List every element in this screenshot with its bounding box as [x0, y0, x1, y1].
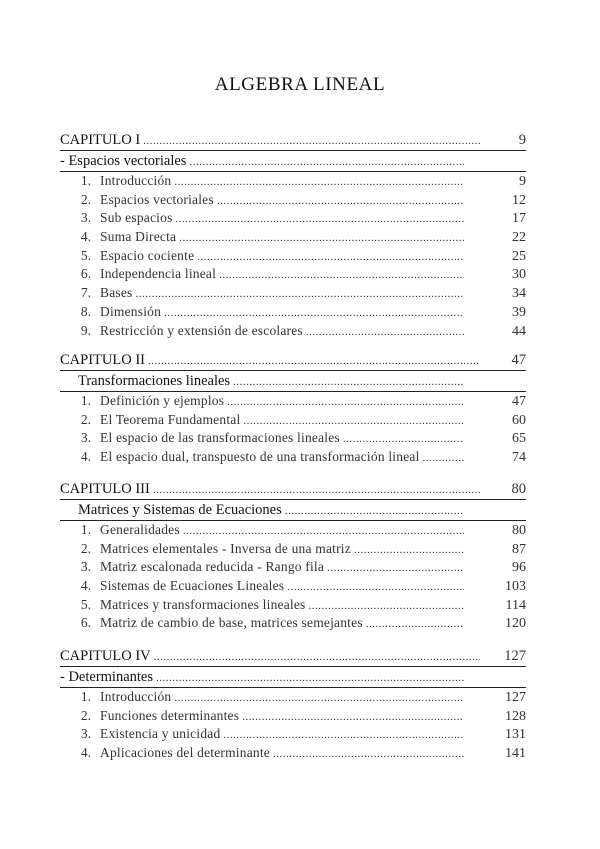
item-page: 87 [512, 541, 526, 557]
toc-item [60, 429, 526, 448]
item-number: 1. [80, 689, 91, 704]
item-number: 2. [80, 707, 91, 723]
chapter-3 [60, 481, 526, 633]
item-page: 103 [505, 579, 526, 595]
item-number: 4. [80, 449, 91, 465]
item-number: 4. [80, 745, 91, 761]
section-label: - Determinantes [60, 669, 154, 685]
toc-item [60, 191, 526, 210]
item-page: 60 [512, 412, 526, 428]
leader-dots [242, 708, 464, 727]
item-page: 96 [512, 560, 526, 576]
leader-dots [179, 229, 464, 248]
toc-item-list [60, 521, 526, 633]
chapter-page: 80 [511, 481, 526, 497]
chapter-page: 47 [511, 352, 526, 368]
item-label: Existencia y unicidad [100, 726, 221, 742]
leader-dots [197, 248, 464, 267]
item-number: 1. [80, 393, 91, 408]
item-number: 6. [80, 266, 91, 282]
item-label: Funciones determinantes [100, 707, 240, 723]
item-label: Matriz escalonada reducida - Rango fila [100, 559, 325, 575]
leader-dots [366, 615, 464, 634]
leader-dots [174, 173, 464, 192]
leader-dots [136, 285, 465, 304]
toc-item [60, 577, 526, 596]
toc-item [60, 247, 526, 266]
item-label: Espacios vectoriales [100, 191, 214, 207]
item-page: 128 [505, 708, 526, 724]
leader-dots [227, 393, 464, 412]
chapter-2 [60, 352, 526, 467]
item-label: Independencia lineal [100, 266, 217, 282]
leader-dots [176, 210, 464, 229]
item-label: Matrices y transformaciones lineales [100, 596, 306, 612]
item-number: 2. [80, 191, 91, 207]
chapter-1 [60, 132, 526, 340]
toc-item [60, 540, 526, 559]
chapter-4 [60, 648, 526, 763]
leader-dots [423, 449, 464, 468]
item-page: 141 [505, 746, 526, 762]
item-number: 4. [80, 229, 91, 245]
item-label: Suma Directa [100, 229, 177, 245]
item-page: 114 [505, 597, 526, 613]
leader-dots [233, 376, 464, 388]
toc-item [60, 448, 526, 467]
leader-dots [217, 192, 464, 211]
item-label: Restricción y extensión de escolares [100, 322, 303, 338]
leader-dots [354, 541, 464, 560]
toc-item [60, 228, 526, 247]
item-label: Generalidades [100, 522, 180, 537]
item-page: 34 [512, 286, 526, 302]
chapter-label: CAPITULO I [60, 132, 141, 148]
item-label: Definición y ejemplos [100, 393, 225, 408]
item-label: Introducción [100, 173, 172, 188]
item-label: Sistemas de Ecuaciones Lineales [100, 578, 285, 594]
leader-dots [285, 505, 464, 517]
item-number: 1. [80, 522, 91, 537]
chapter-heading [60, 648, 526, 667]
item-label: El espacio dual, transpuesto de una transformación lineal [100, 449, 420, 465]
section-heading [60, 373, 526, 392]
item-number: 5. [80, 247, 91, 263]
item-page: 9 [519, 174, 526, 189]
toc-item [60, 521, 526, 540]
toc-item [60, 744, 526, 763]
item-number: 7. [80, 285, 91, 301]
leader-dots [164, 304, 464, 323]
leader-dots [219, 266, 464, 285]
section-label: - Espacios vectoriales [60, 153, 187, 169]
section-label: Transformaciones lineales [78, 373, 231, 389]
item-page: 17 [512, 211, 526, 227]
item-page: 65 [512, 431, 526, 447]
toc-item [60, 707, 526, 726]
item-page: 127 [505, 690, 526, 705]
item-page: 74 [512, 450, 526, 466]
toc-item-list [60, 172, 526, 340]
item-page: 47 [512, 394, 526, 409]
page-title: ALGEBRA LINEAL [214, 74, 386, 95]
item-number: 3. [80, 559, 91, 575]
toc-item [60, 688, 526, 707]
toc-item [60, 392, 526, 411]
item-label: El espacio de las transformaciones lineales [100, 430, 340, 446]
item-label: Matriz de cambio de base, matrices semejantes [100, 615, 363, 631]
leader-dots [273, 745, 464, 764]
chapter-heading [60, 481, 526, 500]
item-number: 8. [80, 303, 91, 319]
item-label: El Teorema Fundamental [100, 411, 241, 427]
leader-dots [223, 726, 464, 745]
toc-item [60, 209, 526, 228]
chapter-page: 9 [518, 132, 526, 148]
item-number: 3. [80, 210, 91, 226]
section-heading [60, 502, 526, 521]
item-number: 6. [80, 615, 91, 631]
item-page: 12 [512, 192, 526, 208]
item-page: 30 [512, 267, 526, 283]
chapter-page: 127 [504, 648, 526, 664]
section-heading [60, 153, 526, 172]
toc-item [60, 725, 526, 744]
leader-dots [287, 578, 464, 597]
leader-dots [243, 412, 464, 431]
leader-dots [183, 522, 464, 541]
item-page: 131 [505, 727, 526, 743]
leader-dots [327, 559, 464, 578]
chapter-heading [60, 352, 526, 371]
toc-item [60, 303, 526, 322]
leader-dots [143, 135, 480, 147]
toc-item [60, 411, 526, 430]
toc-item [60, 614, 526, 633]
leader-dots [148, 355, 480, 367]
toc-item [60, 172, 526, 191]
leader-dots [309, 597, 464, 616]
chapter-label: CAPITULO IV [60, 648, 151, 664]
toc-item [60, 265, 526, 284]
item-label: Bases [100, 285, 133, 301]
chapter-label: CAPITULO II [60, 352, 145, 368]
item-label: Dimensión [100, 303, 162, 319]
item-number: 1. [80, 173, 91, 188]
toc-item [60, 284, 526, 303]
item-label: Sub espacios [100, 210, 173, 226]
item-page: 39 [512, 304, 526, 320]
toc-item-list [60, 688, 526, 763]
toc-item [60, 558, 526, 577]
item-page: 120 [505, 616, 526, 632]
section-heading [60, 669, 526, 688]
toc-item [60, 596, 526, 615]
leader-dots [174, 689, 464, 708]
item-page: 25 [512, 248, 526, 264]
item-label: Aplicaciones del determinante [100, 745, 270, 761]
item-number: 2. [80, 411, 91, 427]
item-page: 80 [512, 523, 526, 538]
section-label: Matrices y Sistemas de Ecuaciones [78, 502, 282, 518]
item-number: 5. [80, 596, 91, 612]
leader-dots [154, 651, 480, 663]
leader-dots [153, 484, 480, 496]
item-label: Matrices elementales - Inversa de una matriz [100, 540, 351, 556]
item-number: 9. [80, 322, 91, 338]
chapter-heading [60, 132, 526, 151]
leader-dots [306, 323, 464, 342]
item-page: 22 [512, 230, 526, 246]
toc-item [60, 322, 526, 341]
leader-dots [156, 672, 464, 684]
item-number: 2. [80, 540, 91, 556]
item-number: 4. [80, 578, 91, 594]
toc-item-list [60, 392, 526, 467]
leader-dots [343, 430, 464, 449]
item-number: 3. [80, 726, 91, 742]
item-page: 44 [512, 323, 526, 339]
item-label: Espacio cociente [100, 247, 195, 263]
item-label: Introducción [100, 689, 172, 704]
chapter-label: CAPITULO III [60, 481, 150, 497]
leader-dots [189, 156, 464, 168]
item-number: 3. [80, 430, 91, 446]
